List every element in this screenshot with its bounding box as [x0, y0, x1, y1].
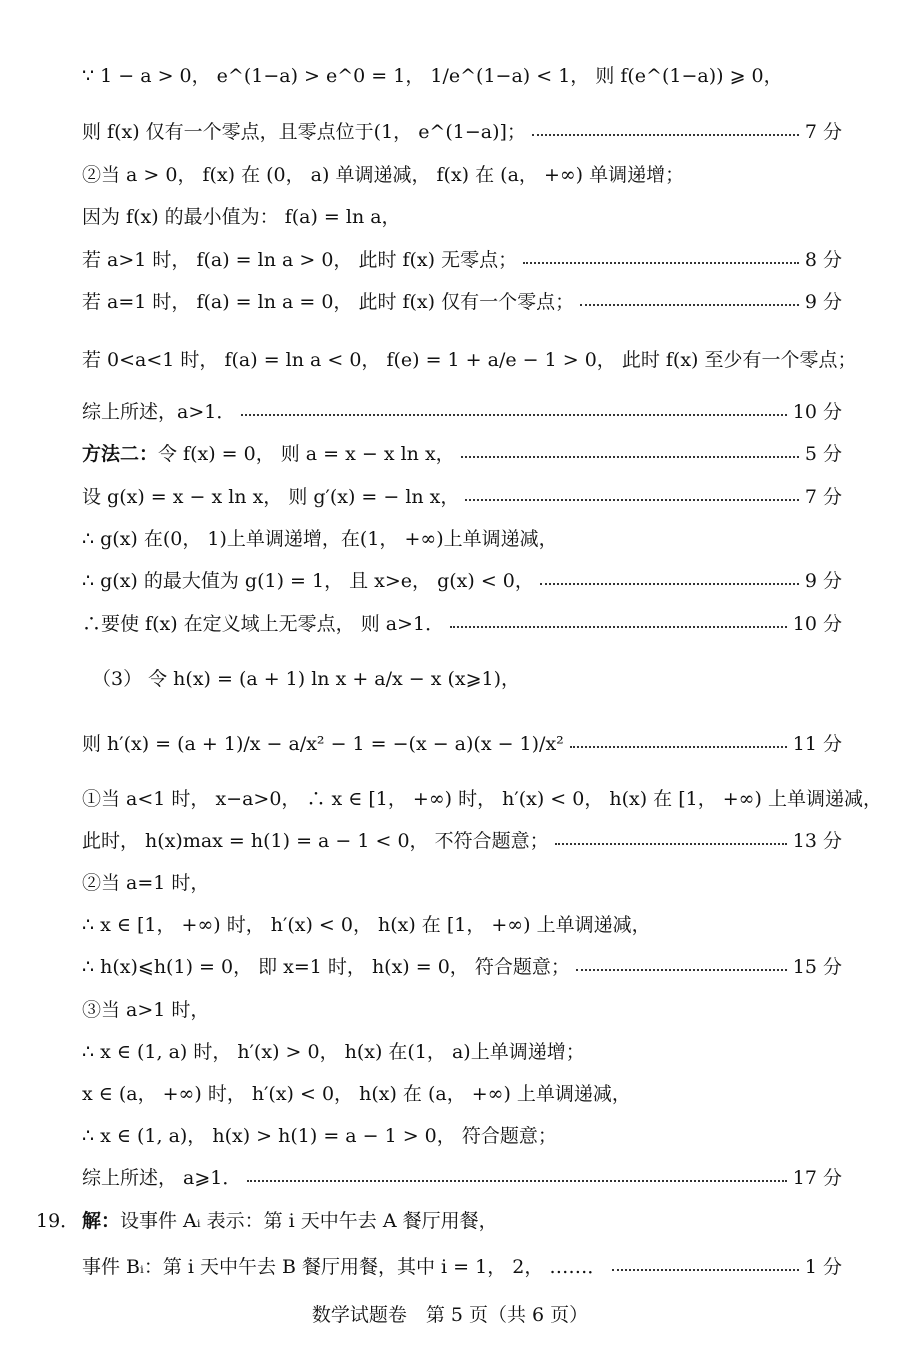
case-three-detail-1: ∴ x ∈ (1, a) 时， h′(x) > 0， h(x) 在(1， a)上单调递增； — [82, 1040, 585, 1063]
question-19-line-2: 事件 Bᵢ：第 i 天中午去 B 餐厅用餐，其中 i = 1， 2， ……． 1 分 — [82, 1249, 842, 1281]
solution-line-11: ∴ g(x) 在(0， 1)上单调递增，在(1， +∞)上单调递减， — [82, 527, 558, 550]
leader-dots — [247, 1179, 786, 1182]
solution-line-12: ∴ g(x) 的最大值为 g(1) = 1， 且 x>e， g(x) < 0， 9 分 — [82, 563, 842, 595]
score-mark: 9 分 — [804, 569, 842, 592]
solution-label: 解： — [82, 1209, 121, 1232]
leader-dots — [465, 498, 798, 501]
score-mark: 7 分 — [804, 485, 842, 508]
leader-dots — [241, 413, 786, 416]
question-19-line-1: 19． 解：设事件 Aᵢ 表示：第 i 天中午去 A 餐厅用餐， — [82, 1203, 842, 1235]
case-three-line: ③当 a>1 时， — [82, 998, 210, 1021]
score-mark: 13 分 — [792, 829, 842, 852]
leader-dots — [555, 842, 787, 845]
case-three-result: ∴ x ∈ (1, a)， h(x) > h(1) = a − 1 > 0， 符合题意； — [82, 1124, 557, 1147]
leader-dots — [450, 625, 787, 628]
score-mark: 10 分 — [792, 400, 842, 423]
solution-line-3: ②当 a > 0， f(x) 在 (0， a) 单调递减， f(x) 在 (a， +∞) 单调递增； — [82, 163, 685, 186]
case-two-result: ∴ h(x)⩽h(1) = 0， 即 x=1 时， h(x) = 0， 符合题意； 15 分 — [82, 949, 842, 981]
solution-line-4: 因为 f(x) 的最小值为： f(a) = ln a， — [82, 205, 401, 228]
leader-dots — [580, 303, 799, 306]
score-mark: 10 分 — [792, 612, 842, 635]
score-mark: 9 分 — [804, 290, 842, 313]
score-mark: 7 分 — [804, 120, 842, 143]
solution-line-9: 方法二：令 f(x) = 0， 则 a = x − x ln x， 5 分 — [82, 436, 842, 468]
conclusion-line: 综上所述， a⩾1． 17 分 — [82, 1160, 842, 1192]
solution-line-8: 综上所述，a>1． 10 分 — [82, 394, 842, 426]
case-two-detail: ∴ x ∈ [1， +∞) 时， h′(x) < 0， h(x) 在 [1， +∞) 上单调递减， — [82, 913, 651, 936]
method-two-heading: 方法二： — [82, 442, 159, 465]
case-one-line: ①当 a<1 时， x−a>0， ∴ x ∈ [1， +∞) 时， h′(x) < 0， h(x) 在 [1， +∞) 上单调递减， — [82, 787, 882, 810]
score-mark: 1 分 — [804, 1255, 842, 1278]
leader-dots — [576, 968, 787, 971]
solution-line-13: ∴要使 f(x) 在定义域上无零点， 则 a>1． 10 分 — [82, 606, 842, 638]
leader-dots — [570, 745, 787, 748]
solution-line-5: 若 a>1 时， f(a) = ln a > 0， 此时 f(x) 无零点； 8 分 — [82, 242, 842, 274]
leader-dots — [523, 261, 799, 264]
score-mark: 8 分 — [804, 248, 842, 271]
solution-line-7: 若 0<a<1 时， f(a) = ln a < 0， f(e) = 1 + a/e − 1 > 0， 此时 f(x) 至少有一个零点； — [82, 348, 857, 371]
case-two-line: ②当 a=1 时， — [82, 871, 210, 894]
part-three-line: （3） 令 h(x) = (a + 1) ln x + a/x − x (x⩾1)， — [92, 667, 521, 690]
page-footer: 数学试题卷 第 5 页（共 6 页） — [311, 1304, 589, 1326]
solution-line-2: 则 f(x) 仅有一个零点，且零点位于(1， e^(1−a)]； 7 分 — [82, 114, 842, 146]
leader-dots — [532, 133, 799, 136]
case-one-result: 此时， h(x)max = h(1) = a − 1 < 0， 不符合题意； 13 分 — [82, 823, 842, 855]
score-mark: 5 分 — [804, 442, 842, 465]
score-mark: 15 分 — [792, 955, 842, 978]
case-three-detail-2: x ∈ (a， +∞) 时， h′(x) < 0， h(x) 在 (a， +∞) 上单调递减， — [82, 1082, 631, 1105]
derivative-line: 则 h′(x) = (a + 1)/x − a/x² − 1 = −(x − a)(x − 1)/x² 11 分 — [82, 718, 842, 766]
score-mark: 11 分 — [792, 732, 842, 755]
leader-dots — [540, 582, 799, 585]
solution-line-6: 若 a=1 时， f(a) = ln a = 0， 此时 f(x) 仅有一个零点； 9 分 — [82, 284, 842, 316]
leader-dots — [461, 455, 799, 458]
score-mark: 17 分 — [792, 1166, 842, 1189]
solution-line-10: 设 g(x) = x − x ln x， 则 g′(x) = − ln x， 7 分 — [82, 479, 842, 511]
question-number: 19． — [36, 1209, 80, 1232]
solution-line-1: ∵ 1 − a > 0， e^(1−a) > e^0 = 1， 1/e^(1−a) < 1， 则 f(e^(1−a)) ⩾ 0， — [82, 64, 783, 87]
leader-dots — [612, 1268, 798, 1271]
